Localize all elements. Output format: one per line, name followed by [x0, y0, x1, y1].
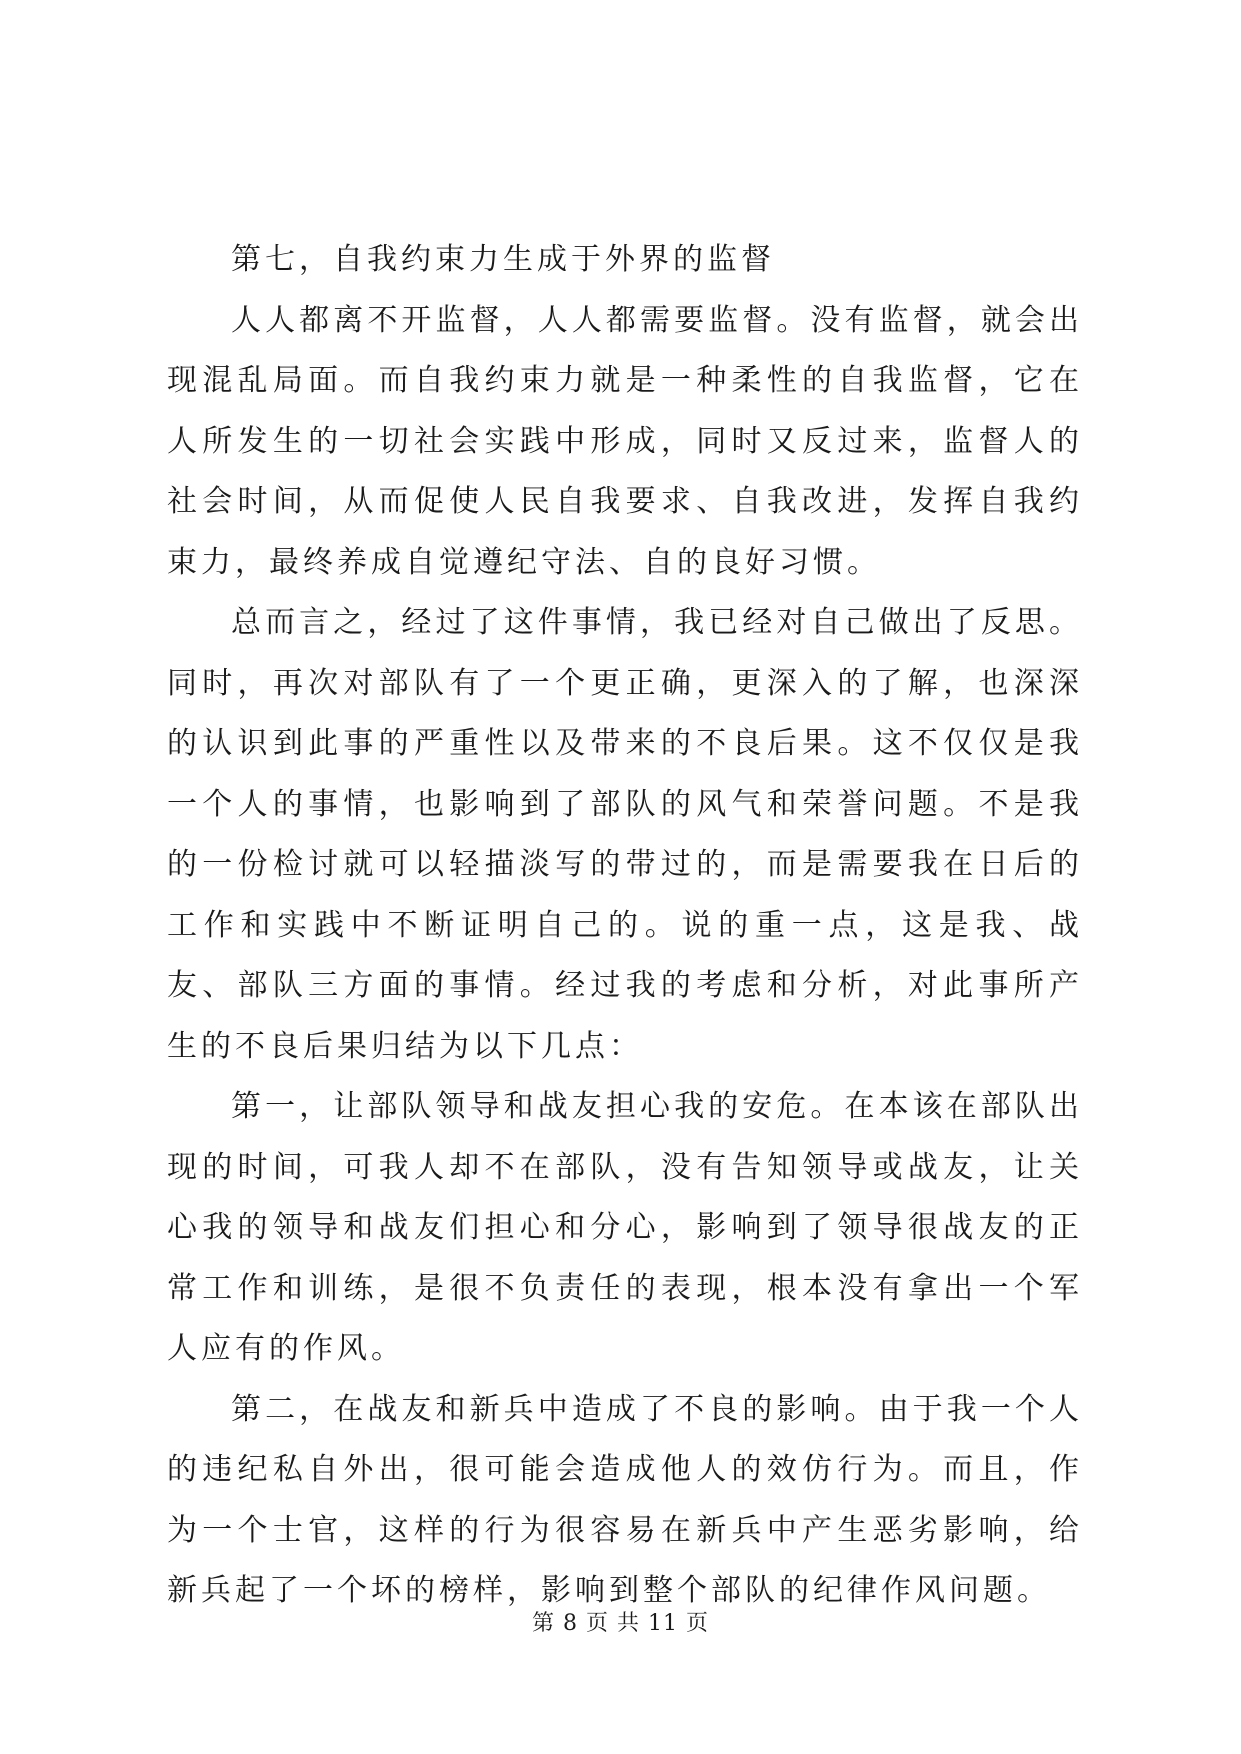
paragraph-summary: 总而言之，经过了这件事情，我已经对自己做出了反思。同时，再次对部队有了一个更正确，更深入的了解，也深深的认识到此事的严重性以及带来的不良后果。这不仅仅是我一个人的事情，也影响到了部队的风气和荣誉问题。不是我的一份检讨就可以轻描淡写的带过的，而是需要我在日后的工作和实践中不断证明自己的。说的重一点，这是我、战友、部队三方面的事情。经过我的考虑和分析，对此事所产生的不良后果归结为以下几点： [167, 605, 1083, 1064]
paragraph-supervision: 人人都离不开监督，人人都需要监督。没有监督，就会出现混乱局面。而自我约束力就是一种柔性的自我监督，它在人所发生的一切社会实践中形成，同时又反过来，监督人的社会时间，从而促使人民自我要求、自我改进，发挥自我约束力，最终养成自觉遵纪守法、自的良好习惯。 [167, 302, 1083, 580]
page-footer [0, 1606, 1241, 1637]
document-body [167, 230, 1083, 1622]
paragraph-point-one: 第一，让部队领导和战友担心我的安危。在本该在部队出现的时间，可我人却不在部队，没有告知领导或战友，让关心我的领导和战友们担心和分心，影响到了领导很战友的正常工作和训练，是很不负责任的表现，根本没有拿出一个军人应有的作风。 [167, 1089, 1083, 1366]
section-heading: 第七，自我约束力生成于外界的监督 [231, 242, 775, 277]
page-number: 第 8 页 共 11 页 [532, 1611, 709, 1636]
paragraph-point-two: 第二，在战友和新兵中造成了不良的影响。由于我一个人的违纪私自外出，很可能会造成他人的效仿行为。而且，作为一个士官，这样的行为很容易在新兵中产生恶劣影响，给新兵起了一个坏的榜样，影响到整个部队的纪律作风问题。 [167, 1391, 1083, 1608]
